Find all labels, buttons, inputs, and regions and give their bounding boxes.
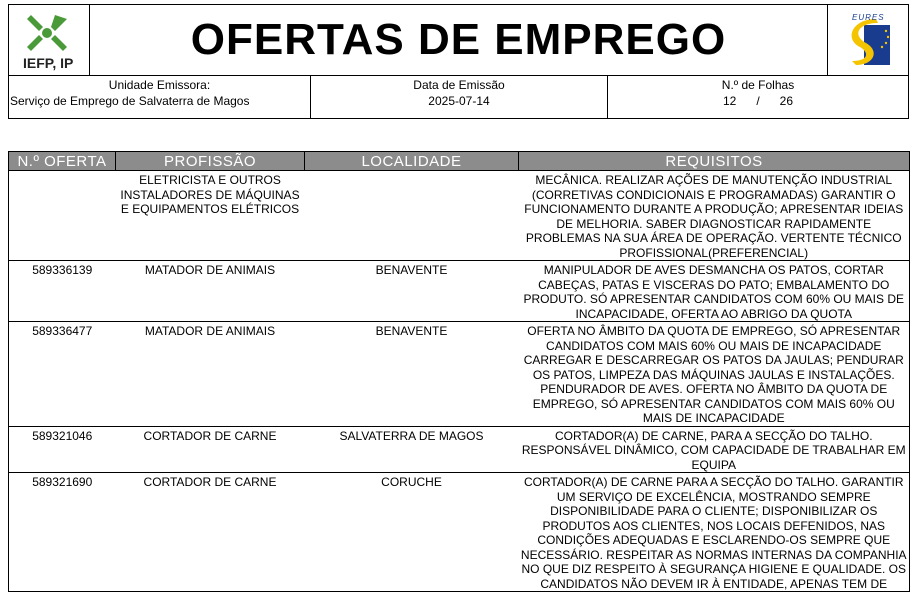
issue-date-cell [311, 76, 608, 118]
table-row [9, 261, 910, 322]
profession: ELETRICISTA E OUTROS INSTALADORES DE MÁQUINAS E EQUIPAMENTOS ELÉTRICOS [116, 171, 305, 261]
issuing-unit-label: Unidade Emissora: [108, 78, 211, 92]
sheet-count-value: 12 / 26 [722, 94, 794, 108]
location [305, 171, 519, 261]
requirements: OFERTA NO ÂMBITO DA QUOTA DE EMPREGO, SÓ APRESENTAR CANDIDATOS COM MAIS 60% OU MAIS DE INCAPACIDADE CARREGAR E DESCARREGAR OS PATOS DA JAULAS; PENDURAR OS PATOS, LIMPEZA DAS MÁQUINAS JAULAS E INSTALAÇÕES. PENDURADOR DE AVES. OFERTA NO ÂMBITO DA QUOTA DE EMPREGO, SÓ APRESENTAR CANDIDATOS COM MAIS 60% OU MAIS DE INCAPACIDADE [519, 322, 910, 427]
table-header-row [9, 152, 910, 171]
requirements: CORTADOR(A) DE CARNE, PARA A SECÇÃO DO TALHO. RESPONSÁVEL DINÂMICO, COM CAPACIDADE DE TRABALHAR EM EQUIPA [519, 426, 910, 473]
page-title: OFERTAS DE EMPREGO [190, 15, 727, 64]
profession: CORTADOR DE CARNE [116, 426, 305, 473]
col-header-profissao: PROFISSÃO [116, 152, 305, 171]
requirements: MECÂNICA. REALIZAR AÇÕES DE MANUTENÇÃO INDUSTRIAL (CORRETIVAS CONDICIONAIS E PROGRAMADAS) GARANTIR O FUNCIONAMENTO DURANTE A PRODUÇÃO; APRESENTAR IDEIAS DE MELHORIA. SABER DIAGNOSTICAR RAPIDAMENTE PROBLEMAS NA SUA ÁREA DE OPERAÇÃO. VERTENTE TÉCNICO PROFISSIONAL(PREFERENCIAL) [519, 171, 910, 261]
iefp-logo [9, 5, 90, 75]
requirements: MANIPULADOR DE AVES DESMANCHA OS PATOS, CORTAR CABEÇAS, PATAS E VISCERAS DO PATO; EMBALAMENTO DO PRODUTO. SÓ APRESENTAR CANDIDATOS COM 60% OU MAIS DE INCAPACIDADE, OFERTA AO ABRIGO DA QUOTA [519, 261, 910, 322]
eures-logo [827, 5, 908, 75]
table-row [9, 171, 910, 261]
iefp-logo-text: IEFP, IP [23, 55, 74, 71]
profession: MATADOR DE ANIMAIS [116, 261, 305, 322]
col-header-localidade: LOCALIDADE [305, 152, 519, 171]
document-header [8, 4, 909, 119]
profession: MATADOR DE ANIMAIS [116, 322, 305, 427]
sheet-count-label: N.º de Folhas [721, 78, 795, 92]
location: CORUCHE [305, 473, 519, 592]
table-row [9, 426, 910, 473]
title-row [8, 4, 909, 76]
offer-number: 589321690 [9, 473, 116, 592]
job-offers-table [8, 151, 910, 592]
sheet-count-cell [608, 76, 908, 118]
issuing-unit-cell [9, 76, 311, 118]
eures-logo-text: EURES [852, 13, 885, 22]
issue-date-value: 2025-07-14 [428, 94, 490, 108]
offer-number: 589336477 [9, 322, 116, 427]
requirements: CORTADOR(A) DE CARNE PARA A SECÇÃO DO TALHO. GARANTIR UM SERVIÇO DE EXCELÊNCIA, MOSTRANDO SEMPRE DISPONIBILIDADE PARA O CLIENTE; DISPONIBILIZAR OS PRODUTOS AOS CLIENTES, NOS LOCAIS DEFENIDOS, NAS CONDIÇÕES ADEQUADAS E ESCLARENDO-OS SEMPRE QUE NECESSÁRIO. RESPEITAR AS NORMAS INTERNAS DA COMPANHIA NO QUE DIZ RESPEITO À SEGURANÇA HIGIENE E QUALIDADE. OS CANDIDATOS NÃO DEVEM IR À ENTIDADE, APENAS TEM DE [519, 473, 910, 592]
table-row [9, 322, 910, 427]
offer-number: 589321046 [9, 426, 116, 473]
col-header-oferta: N.º OFERTA [9, 152, 116, 171]
location: BENAVENTE [305, 261, 519, 322]
iefp-mark-icon [9, 5, 89, 57]
col-header-requisitos: REQUISITOS [519, 152, 910, 171]
offer-number: 589336139 [9, 261, 116, 322]
location: BENAVENTE [305, 322, 519, 427]
offer-number [9, 171, 116, 261]
issue-info-row [8, 76, 909, 119]
location: SALVATERRA DE MAGOS [305, 426, 519, 473]
profession: CORTADOR DE CARNE [116, 473, 305, 592]
table-row [9, 473, 910, 592]
issuing-unit-value: Serviço de Emprego de Salvaterra de Magos [10, 94, 250, 108]
issue-date-label: Data de Emissão [413, 78, 505, 92]
